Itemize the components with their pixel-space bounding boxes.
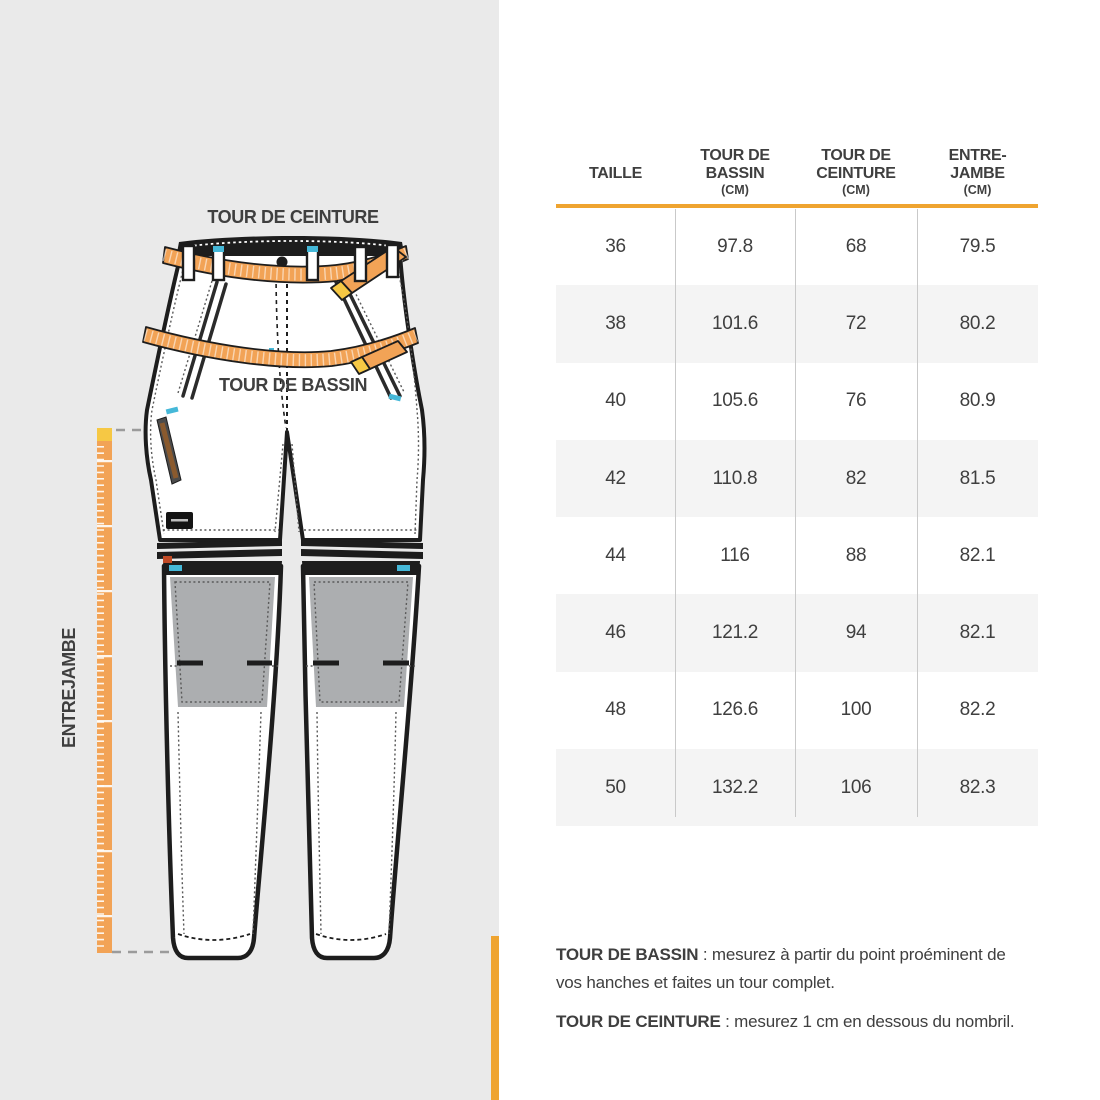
table-row bbox=[556, 440, 1038, 517]
table-cell: 116 bbox=[720, 544, 750, 566]
hip-measure-label: TOUR DE BASSIN bbox=[218, 375, 368, 395]
table-row bbox=[556, 363, 1038, 440]
left-lower-leg bbox=[163, 556, 282, 958]
table-cell: 81.5 bbox=[959, 467, 996, 489]
note-hip bbox=[556, 941, 1026, 996]
column-header bbox=[917, 147, 1038, 204]
column-divider bbox=[917, 209, 918, 817]
shorts-body bbox=[146, 254, 425, 540]
right-lower-leg bbox=[302, 561, 420, 958]
column-header bbox=[556, 165, 675, 204]
waist-measure-label: TOUR DE CEINTURE bbox=[207, 207, 379, 227]
table-cell: 106 bbox=[840, 776, 872, 798]
table-cell: 46 bbox=[605, 622, 626, 644]
column-header-unit: (CM) bbox=[721, 183, 749, 197]
zip-off-band bbox=[157, 540, 423, 559]
column-header bbox=[675, 147, 795, 204]
accent-bar bbox=[491, 936, 499, 1100]
measurement-notes bbox=[556, 941, 1026, 1036]
table-cell: 50 bbox=[605, 776, 626, 798]
table-cell: 105.6 bbox=[711, 390, 759, 412]
table-cell: 82 bbox=[845, 467, 867, 489]
table-cell: 42 bbox=[605, 467, 626, 489]
table-cell: 68 bbox=[845, 235, 867, 257]
diagram-panel: TOUR DE CEINTURE TOUR DE BASSIN ENTREJAMBE bbox=[0, 0, 499, 1100]
column-divider bbox=[675, 209, 676, 817]
column-header-unit: (CM) bbox=[842, 183, 870, 197]
table-cell: 132.2 bbox=[711, 776, 759, 798]
table-cell: 97.8 bbox=[717, 235, 753, 257]
table-body bbox=[556, 208, 1038, 826]
table-cell: 48 bbox=[605, 699, 626, 721]
table-cell: 38 bbox=[605, 312, 626, 334]
table-cell: 82.1 bbox=[959, 622, 996, 644]
column-header bbox=[795, 147, 917, 204]
table-row bbox=[556, 208, 1038, 285]
brand-patch bbox=[166, 512, 193, 529]
table-row bbox=[556, 749, 1038, 826]
table-cell: 72 bbox=[845, 312, 867, 334]
table-cell: 121.2 bbox=[711, 622, 759, 644]
table-cell: 79.5 bbox=[959, 235, 996, 257]
table-header bbox=[556, 118, 1038, 204]
table-cell: 126.6 bbox=[711, 699, 759, 721]
table-cell: 82.2 bbox=[959, 699, 996, 721]
table-cell: 82.1 bbox=[959, 544, 996, 566]
table-cell: 100 bbox=[840, 699, 872, 721]
table-cell: 80.9 bbox=[959, 390, 996, 412]
table-row bbox=[556, 285, 1038, 362]
table-cell: 44 bbox=[605, 544, 626, 566]
pants-technical-drawing bbox=[0, 0, 499, 1100]
column-header-label: TOUR DE CEINTURE bbox=[816, 147, 896, 183]
table-cell: 36 bbox=[605, 235, 626, 257]
column-header-label: TAILLE bbox=[588, 165, 642, 183]
table-cell: 110.8 bbox=[712, 467, 758, 489]
note-waist-text: : mesurez 1 cm en dessous du nombril. bbox=[720, 1012, 1015, 1032]
table-cell: 40 bbox=[605, 390, 626, 412]
note-waist-term: TOUR DE CEINTURE bbox=[556, 1012, 721, 1032]
column-divider bbox=[795, 209, 796, 817]
inseam-ruler-icon bbox=[97, 428, 112, 953]
table-cell: 94 bbox=[845, 622, 867, 644]
column-header-label: ENTRE-JAMBE bbox=[948, 147, 1007, 183]
column-header-unit: (CM) bbox=[963, 183, 992, 197]
note-hip-term: TOUR DE BASSIN bbox=[556, 945, 699, 964]
table-row bbox=[556, 672, 1038, 749]
note-hip-text: : mesurez à partir du point proéminent de vos hanches et faites un tour complet. bbox=[556, 945, 1006, 992]
table-cell: 88 bbox=[845, 544, 867, 566]
table-cell: 76 bbox=[845, 390, 867, 412]
column-header-label: TOUR DE BASSIN bbox=[700, 147, 770, 183]
table-row bbox=[556, 594, 1038, 671]
table-cell: 82.3 bbox=[959, 776, 996, 798]
size-table bbox=[556, 118, 1038, 826]
table-cell: 80.2 bbox=[959, 312, 996, 334]
table-row bbox=[556, 517, 1038, 594]
note-waist bbox=[556, 1008, 1026, 1036]
table-cell: 101.6 bbox=[711, 312, 759, 334]
